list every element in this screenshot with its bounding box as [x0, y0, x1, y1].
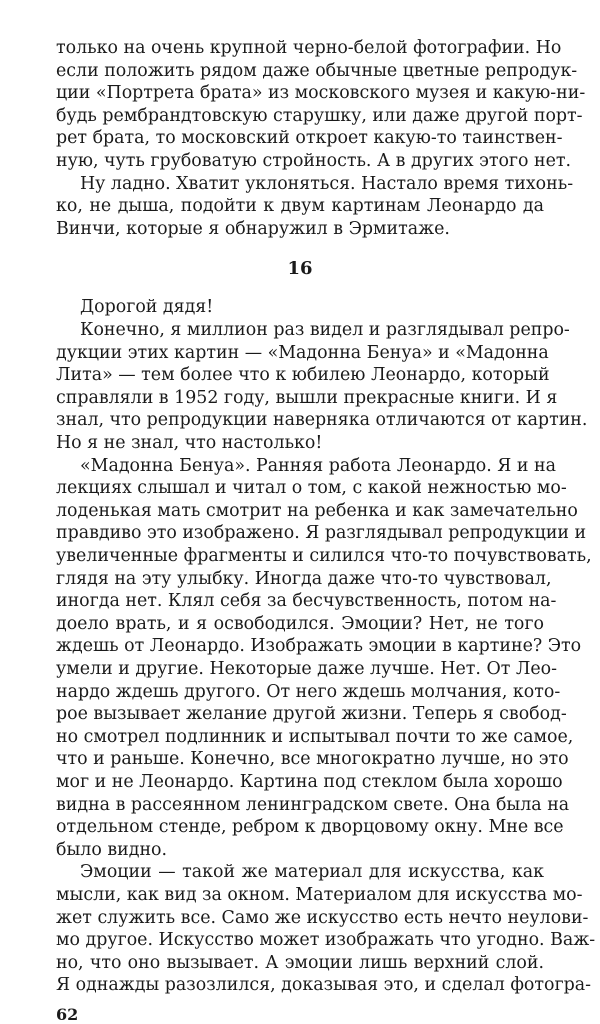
text-line: мысли, как вид за окном. Материалом для искусства мо- — [56, 885, 583, 905]
text-line: но смотрел подлинник и испытывал почти то же самое, — [56, 726, 574, 747]
text-line: «Мадонна Бенуа». Ранняя работа Леонардо. Я и на — [80, 455, 556, 476]
text-line: если положить рядом даже обычные цветные репродук- — [56, 60, 578, 81]
text-line: жет служить все. Само же искусство есть нечто неулови- — [56, 907, 589, 928]
text-line: ко, не дыша, подойти к двум картинам Леонардо да — [56, 196, 544, 217]
text-line: мог и не Леонардо. Картина под стеклом была хорошо — [56, 772, 563, 792]
text-line: нардо ждешь другого. От него ждешь молчания, кото- — [56, 681, 561, 702]
text-line: глядя на эту улыбку. Иногда даже что-то чувствовал, — [56, 568, 552, 589]
text-line: рое вызывает желание другой жизни. Теперь я свобод- — [56, 704, 567, 725]
text-line: иногда нет. Клял себя за бесчувственность, потом на- — [56, 591, 557, 612]
text-line: что и раньше. Конечно, все многократно лучше, но это — [56, 749, 569, 770]
text-line: Винчи, которые я обнаружил в Эрмитаже. — [56, 218, 450, 239]
text-line: лекциях слышал и читал о том, с какой нежностью мо- — [56, 478, 567, 499]
text-line: ции «Портрета брата» из московского музея и какую-ни- — [56, 83, 586, 104]
salutation: Дорогой дядя! — [80, 297, 214, 318]
text-line: дукции этих картин — «Мадонна Бенуа» и «Мадонна — [56, 342, 549, 363]
text-line: рет брата, то московский откроет какую-то таинствен- — [56, 128, 563, 149]
text-line: справляли в 1952 году, вышли прекрасные книги. И я — [56, 387, 558, 408]
text-line: Конечно, я миллион раз видел и разглядывал репро- — [80, 320, 570, 340]
text-line: только на очень крупной черно-белой фотографии. Но — [56, 38, 562, 58]
chapter-number: 16 — [287, 258, 313, 280]
text-line: Но я не знал, что настолько! — [56, 433, 323, 453]
text-line: было видно. — [56, 839, 168, 860]
text-line: ную, чуть грубоватую стройность. А в других этого нет. — [56, 151, 572, 171]
text-line: мо другое. Искусство может изображать что угодно. Важ- — [56, 930, 596, 951]
text-line: доело врать, и я освободился. Эмоции? Нет, не того — [56, 613, 544, 634]
text-line: Лита» — тем более что к юбилею Леонардо, который — [56, 365, 550, 386]
text-line: но, что оно вызывает. А эмоции лишь верхний слой. — [56, 952, 544, 973]
text-line: видна в рассеянном ленинградском свете. Она была на — [56, 794, 570, 815]
text-line: будь рембрандтовскую старушку, или даже другой порт- — [56, 105, 583, 126]
text-line: увеличенные фрагменты и силился что-то почувствовать, — [56, 546, 592, 566]
text-line: Ну ладно. Хватит уклоняться. Настало время тихонь- — [80, 173, 574, 194]
text-line: умели и другие. Некоторые даже лучше. Нет. От Лео- — [56, 659, 558, 679]
text-line: отдельном стенде, ребром к дворцовому окну. Мне все — [56, 817, 564, 838]
text-line: Я однажды разозлился, доказывая это, и сделал фотогра- — [56, 975, 591, 996]
text-line: ждешь от Леонардо. Изображать эмоции в картине? Это — [56, 636, 582, 657]
text-line: Эмоции — такой же материал для искусства, как — [80, 862, 544, 883]
text-line: правдиво это изображено. Я разглядывал репродукции и — [56, 523, 587, 544]
text-line: лоденькая мать смотрит на ребенка и как замечательно — [56, 500, 578, 521]
page-number: 62 — [56, 1005, 79, 1024]
text-line: знал, что репродукции наверняка отличаются от картин. — [56, 410, 588, 431]
